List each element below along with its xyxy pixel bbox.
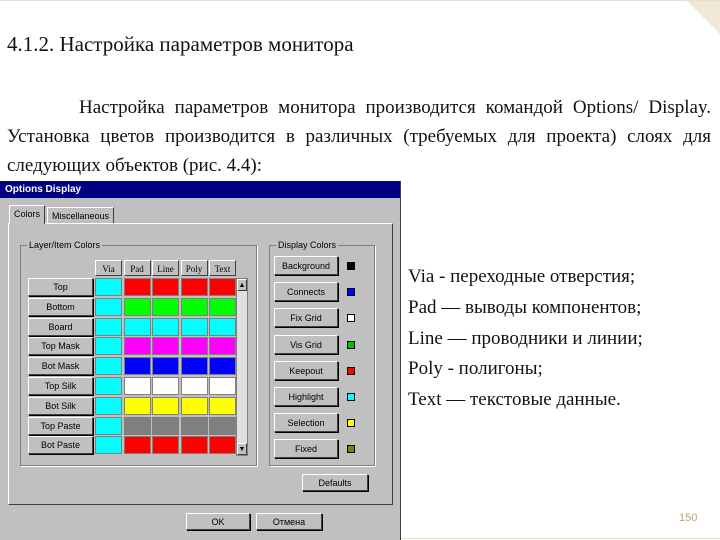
layer-color-cell[interactable] (152, 337, 179, 355)
layer-color-cell[interactable] (152, 318, 179, 336)
layer-color-cell[interactable] (152, 357, 179, 375)
display-group-label: Display Colors (278, 240, 337, 250)
layer-list-scrollbar[interactable] (236, 278, 248, 456)
layer-color-cell[interactable] (209, 436, 236, 454)
layer-color-cell[interactable] (181, 337, 208, 355)
column-header[interactable]: Text (209, 260, 236, 276)
object-list (408, 262, 643, 416)
layer-color-cell[interactable] (124, 278, 151, 296)
tab-colors[interactable]: Colors (9, 205, 45, 224)
section-heading: 4.1.2. Настройка параметров монитора (7, 32, 354, 56)
layer-name-button[interactable]: Top Silk (28, 377, 93, 395)
ok-button[interactable]: OK (186, 513, 250, 530)
layer-color-cell[interactable] (181, 318, 208, 336)
display-color-button[interactable]: Background (274, 256, 338, 275)
column-header[interactable]: Via (95, 260, 122, 276)
layer-color-cell[interactable] (95, 337, 122, 355)
column-header[interactable]: Line (152, 260, 179, 276)
dialog-title: Options Display (0, 181, 400, 198)
layer-color-cell[interactable] (124, 397, 151, 415)
body-paragraph-text: Настройка параметров монитора производится командой Options/ Display. Установка цветов производится в различных (требуемых для проекта) слоях для следующих объектов (рис. 4.4): (7, 97, 711, 176)
layer-color-cell[interactable] (124, 318, 151, 336)
layer-name-button[interactable]: Board (28, 318, 93, 336)
layer-color-cell[interactable] (95, 397, 122, 415)
layer-color-cell[interactable] (209, 377, 236, 395)
layer-color-cell[interactable] (152, 417, 179, 435)
layer-color-cell[interactable] (95, 278, 122, 296)
display-color-button[interactable]: Selection (274, 413, 338, 432)
display-color-button[interactable]: Fixed (274, 439, 338, 458)
display-color-swatch[interactable] (347, 419, 355, 427)
layer-name-button[interactable]: Bottom (28, 298, 93, 316)
object-list-item: Poly - полигоны; (408, 358, 543, 380)
cancel-button[interactable]: Отмена (256, 513, 322, 530)
object-list-item: Pad — выводы компонентов; (408, 296, 642, 318)
display-color-swatch[interactable] (347, 262, 355, 270)
object-list-item: Line — проводники и линии; (408, 327, 643, 349)
scroll-up-arrow-icon[interactable]: ▲ (238, 281, 246, 289)
scroll-down-arrow-icon[interactable]: ▼ (238, 445, 246, 453)
display-color-button[interactable]: Connects (274, 282, 338, 301)
layer-name-button[interactable]: Top Paste (28, 417, 93, 435)
column-header[interactable]: Poly (181, 260, 208, 276)
layer-color-cell[interactable] (209, 357, 236, 375)
object-list-item: Text — текстовые данные. (408, 389, 621, 411)
layer-name-button[interactable]: Top Mask (28, 337, 93, 355)
display-color-button[interactable]: Highlight (274, 387, 338, 406)
layer-color-cell[interactable] (152, 397, 179, 415)
layer-color-cell[interactable] (152, 298, 179, 316)
page-number: 150 (679, 512, 698, 524)
object-list-item: Via - переходные отверстия; (408, 266, 636, 287)
layer-color-cell[interactable] (124, 417, 151, 435)
display-color-swatch[interactable] (347, 341, 355, 349)
layer-name-button[interactable]: Bot Mask (28, 357, 93, 375)
layer-color-cell[interactable] (124, 377, 151, 395)
tab-miscellaneous[interactable]: Miscellaneous (47, 207, 114, 224)
layer-color-cell[interactable] (95, 318, 122, 336)
column-header[interactable]: Pad (124, 260, 151, 276)
layer-color-cell[interactable] (209, 337, 236, 355)
layer-color-cell[interactable] (181, 417, 208, 435)
layer-color-cell[interactable] (95, 377, 122, 395)
defaults-button[interactable]: Defaults (302, 474, 368, 491)
display-color-button[interactable]: Vis Grid (274, 335, 338, 354)
layer-color-cell[interactable] (95, 298, 122, 316)
body-paragraph (7, 93, 711, 180)
top-rule (0, 0, 720, 1)
layer-color-cell[interactable] (181, 436, 208, 454)
options-display-dialog (0, 181, 401, 540)
layer-color-cell[interactable] (181, 357, 208, 375)
layer-color-cell[interactable] (209, 417, 236, 435)
display-color-button[interactable]: Fix Grid (274, 308, 338, 327)
display-color-swatch[interactable] (347, 288, 355, 296)
layer-color-cell[interactable] (152, 436, 179, 454)
layer-color-cell[interactable] (181, 377, 208, 395)
layer-color-cell[interactable] (181, 298, 208, 316)
layer-color-cell[interactable] (209, 298, 236, 316)
layer-color-cell[interactable] (124, 357, 151, 375)
layer-color-cell[interactable] (181, 278, 208, 296)
display-color-swatch[interactable] (347, 314, 355, 322)
layer-color-cell[interactable] (209, 397, 236, 415)
layer-name-button[interactable]: Top (28, 278, 93, 296)
layer-color-cell[interactable] (181, 397, 208, 415)
layer-color-cell[interactable] (124, 337, 151, 355)
layer-color-cell[interactable] (95, 357, 122, 375)
layer-group-label: Layer/Item Colors (29, 240, 101, 250)
layer-color-cell[interactable] (124, 436, 151, 454)
layer-color-cell[interactable] (152, 278, 179, 296)
display-color-swatch[interactable] (347, 367, 355, 375)
layer-color-cell[interactable] (152, 377, 179, 395)
layer-name-button[interactable]: Bot Paste (28, 436, 93, 454)
display-color-swatch[interactable] (347, 393, 355, 401)
layer-color-cell[interactable] (209, 318, 236, 336)
layer-color-cell[interactable] (95, 417, 122, 435)
display-color-swatch[interactable] (347, 445, 355, 453)
corner-decoration (686, 0, 720, 34)
display-color-button[interactable]: Keepout (274, 361, 338, 380)
layer-color-cell[interactable] (124, 298, 151, 316)
layer-name-button[interactable]: Bot Silk (28, 397, 93, 415)
layer-color-cell[interactable] (209, 278, 236, 296)
layer-color-cell[interactable] (95, 436, 122, 454)
